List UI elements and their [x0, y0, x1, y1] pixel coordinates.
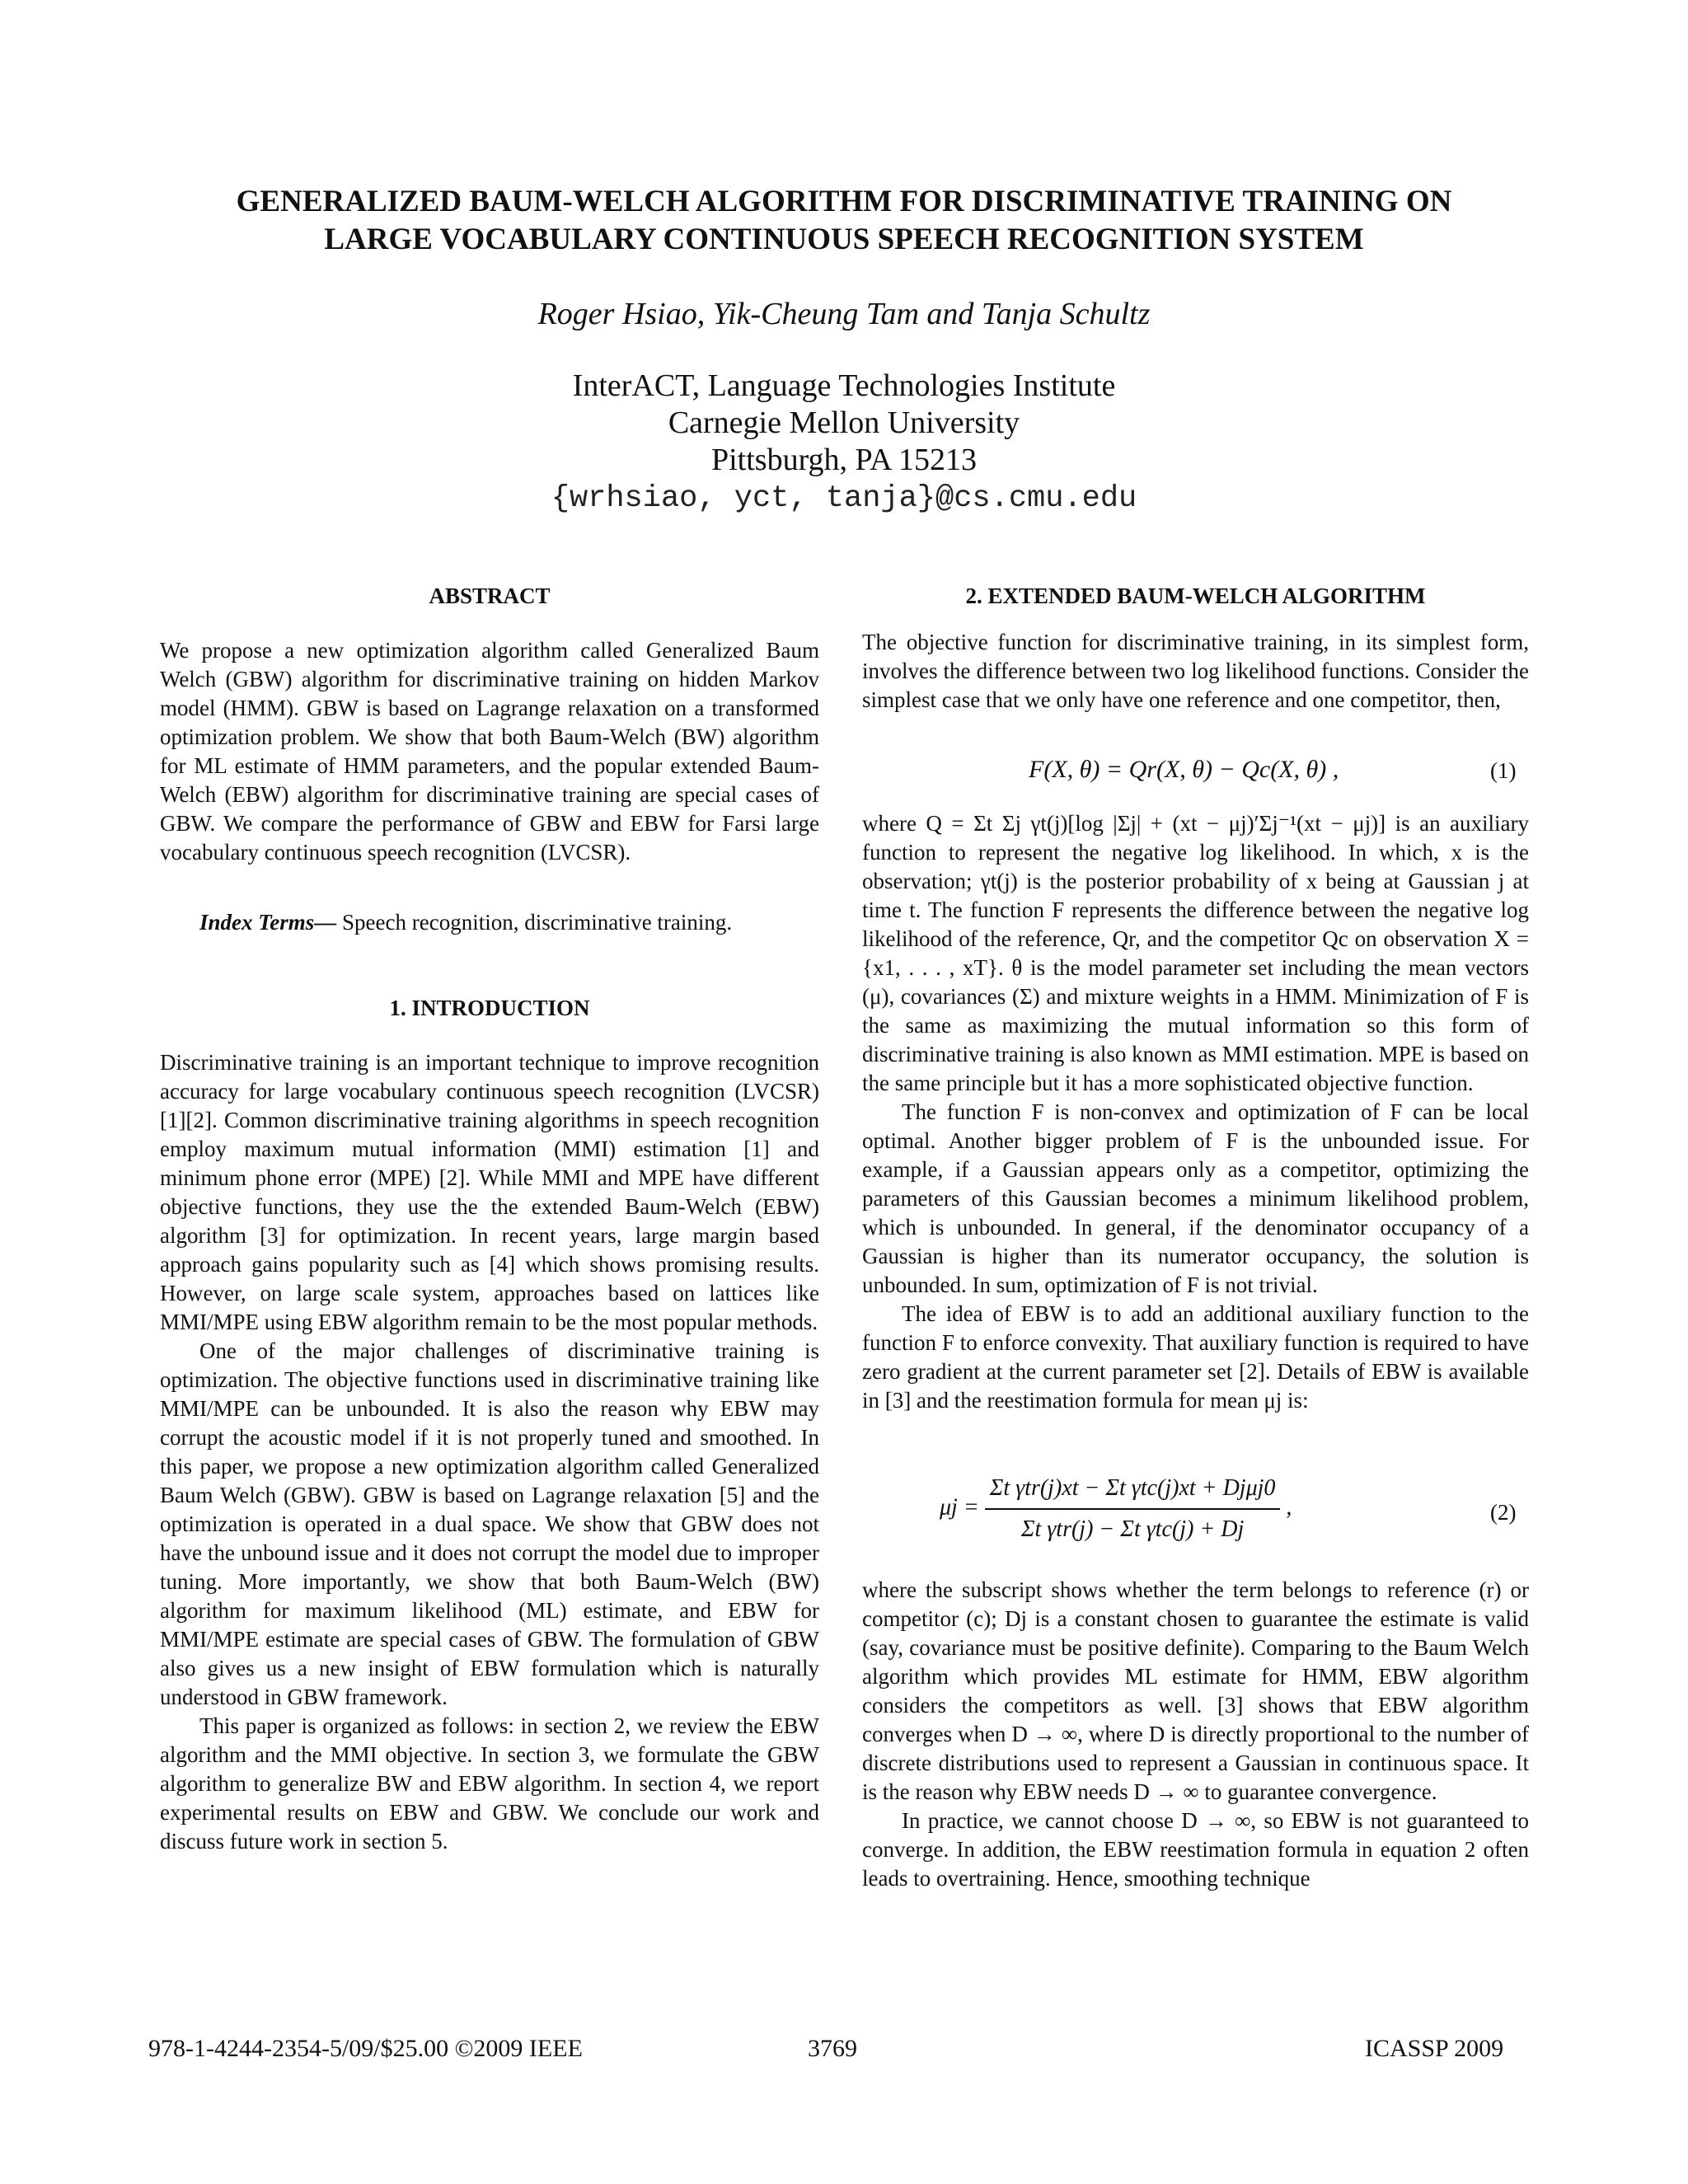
affiliation [132, 368, 1556, 479]
title-line-2: LARGE VOCABULARY CONTINUOUS SPEECH RECOGNITION SYSTEM [324, 223, 1364, 256]
equation-2-numerator: Σt γtr(j)xt − Σt γtc(j)xt + Djμj0 [985, 1472, 1281, 1510]
abstract-section [160, 636, 819, 867]
ebw-body-2 [862, 1576, 1529, 1893]
footer-conference: ICASSP 2009 [1365, 2035, 1504, 2062]
footer-copyright: 978-1-4244-2354-5/09/$25.00 ©2009 IEEE [148, 2035, 583, 2062]
ebw-heading: 2. EXTENDED BAUM-WELCH ALGORITHM [965, 583, 1426, 608]
intro-paragraph-3: This paper is organized as follows: in section 2, we review the EBW algorithm and the MMI objective. In section 3, we formulate the GBW algorithm to generalize BW and EBW algorithm. In section 4, we report experimental results on EBW and GBW. We conclude our work and discuss future work in section 5. [160, 1713, 819, 1854]
ebw-paragraph-4: The idea of EBW is to add an additional auxiliary function to the function F to enforce convexity. That auxiliary function is required to have zero gradient at the current parameter set [2]. Details of EBW is available in [3] and the reestimation formula for mean μj is: [862, 1301, 1529, 1413]
equation-1-number: (1) [1490, 758, 1517, 783]
index-terms [160, 908, 819, 937]
equation-2-number: (2) [1490, 1500, 1517, 1525]
equation-2 [940, 1472, 1292, 1546]
intro-heading: 1. INTRODUCTION [389, 996, 590, 1020]
title-line-1: GENERALIZED BAUM-WELCH ALGORITHM FOR DISCRIMINATIVE TRAINING ON [236, 185, 1452, 218]
affiliation-line-2: Carnegie Mellon University [668, 405, 1020, 440]
equation-1: F(X, θ) = Qr(X, θ) − Qc(X, θ) , [1029, 756, 1339, 783]
ebw-paragraph-5: where the subscript shows whether the term belongs to reference (r) or competitor (c); Dj is a constant chosen to guarantee the estimate is valid (say, covariance must be positive definite). Comparing to the Baum Welch algorithm which provides ML estimate for HMM, EBW algorithm considers the competitors as well. [3] shows that EBW algorithm converges when D → ∞, where D is directly proportional to the number of discrete distributions used to represent a Gaussian in continuous space. It is the reason why EBW needs D → ∞ to guarantee convergence. [862, 1577, 1529, 1804]
ebw-body-1 [862, 809, 1529, 1415]
ebw-paragraph-2: where Q = Σt Σj γt(j)[log |Σj| + (xt − μj)′Σj⁻¹(xt − μj)] is an auxiliary function to represent the negative log likelihood. In which, x is the observation; γt(j) is the posterior probability of x being at Gaussian j at time t. The function F represents the difference between the negative log likelihood of the reference, Qr, and the competitor Qc on observation X = {x1, . . . , xT}. θ is the model parameter set including the mean vectors (μ), covariances (Σ) and mixture weights in a HMM. Minimization of F is the same as maximizing the mutual information so this form of discriminative training is also known as MMI estimation. MPE is based on the same principle but it has a more sophisticated objective function. [862, 811, 1529, 1095]
abstract-text: We propose a new optimization algorithm called Generalized Baum Welch (GBW) algorithm for discriminative training on hidden Markov model (HMM). GBW is based on Lagrange relaxation on a transformed optimization problem. We show that both Baum-Welch (BW) algorithm for ML estimate of HMM parameters, and the popular extended Baum-Welch (EBW) algorithm for discriminative training are special cases of GBW. We compare the performance of GBW and EBW for Farsi large vocabulary continuous speech recognition (LVCSR). [160, 638, 819, 865]
equation-2-tail: , [1286, 1494, 1292, 1521]
affiliation-line-3: Pittsburgh, PA 15213 [710, 443, 978, 477]
author-list: Roger Hsiao, Yik-Cheung Tam and Tanja Schultz [537, 297, 1151, 331]
ebw-paragraph-1: The objective function for discriminative training, in its simplest form, involves the difference between two log likelihood functions. Consider the simplest case that we only have one reference and one competitor, then, [862, 630, 1529, 712]
author-emails: {wrhsiao, yct, tanja}@cs.cmu.edu [551, 481, 1137, 516]
intro-paragraph-1: Discriminative training is an important technique to improve recognition accuracy for large vocabulary continuous speech recognition (LVCSR) [1][2]. Common discriminative training algorithms in speech recognition employ maximum mutual information (MMI) estimation [1] and minimum phone error (MPE) [2]. While MMI and MPE have different objective functions, they use the the extended Baum-Welch (EBW) algorithm [3] for optimization. In recent years, large margin based approach gains popularity such as [4] which shows promising results. However, on large scale system, approaches based on lattices like MMI/MPE using EBW algorithm remain to be the most popular methods. [160, 1050, 819, 1334]
equation-2-fraction [985, 1472, 1281, 1546]
equation-2-lhs: μj = [940, 1494, 979, 1521]
index-terms-label: Index Terms— [199, 910, 337, 935]
ebw-intro [862, 628, 1529, 715]
ebw-paragraph-3: The function F is non-convex and optimization of F can be local optimal. Another bigger problem of F is the unbounded issue. For example, if a Gaussian appears only as a competitor, optimizing the parameters of this Gaussian becomes a minimum likelihood problem, which is unbounded. In general, if the denominator occupancy of a Gaussian is higher than its numerator occupancy, the solution is unbounded. In sum, optimization of F is not trivial. [862, 1099, 1529, 1297]
ebw-paragraph-6: In practice, we cannot choose D → ∞, so EBW is not guaranteed to converge. In addition, the EBW reestimation formula in equation 2 often leads to overtraining. Hence, smoothing technique [862, 1808, 1529, 1891]
footer-page-number: 3769 [808, 2035, 857, 2062]
index-terms-text: Speech recognition, discriminative training. [342, 910, 733, 935]
paper-title [132, 183, 1556, 259]
abstract-heading: ABSTRACT [429, 583, 551, 608]
equation-2-denominator: Σt γtr(j) − Σt γtc(j) + Dj [1020, 1516, 1245, 1542]
intro-section [160, 1048, 819, 1856]
intro-paragraph-2: One of the major challenges of discriminative training is optimization. The objective functions used in discriminative training like MMI/MPE can be unbounded. It is also the reason why EBW may corrupt the acoustic model if it is not properly tuned and smoothed. In this paper, we propose a new optimization algorithm called Generalized Baum Welch (GBW). GBW is based on Lagrange relaxation [5] and the optimization is operated in a dual space. We show that GBW does not have the unbound issue and it does not corrupt the model due to improper tuning. More importantly, we show that both Baum-Welch (BW) algorithm for maximum likelihood (ML) estimate, and EBW for MMI/MPE estimate are special cases of GBW. The formulation of GBW also gives us a new insight of EBW formulation which is naturally understood in GBW framework. [160, 1338, 819, 1709]
affiliation-line-1: InterACT, Language Technologies Institute [572, 368, 1116, 403]
